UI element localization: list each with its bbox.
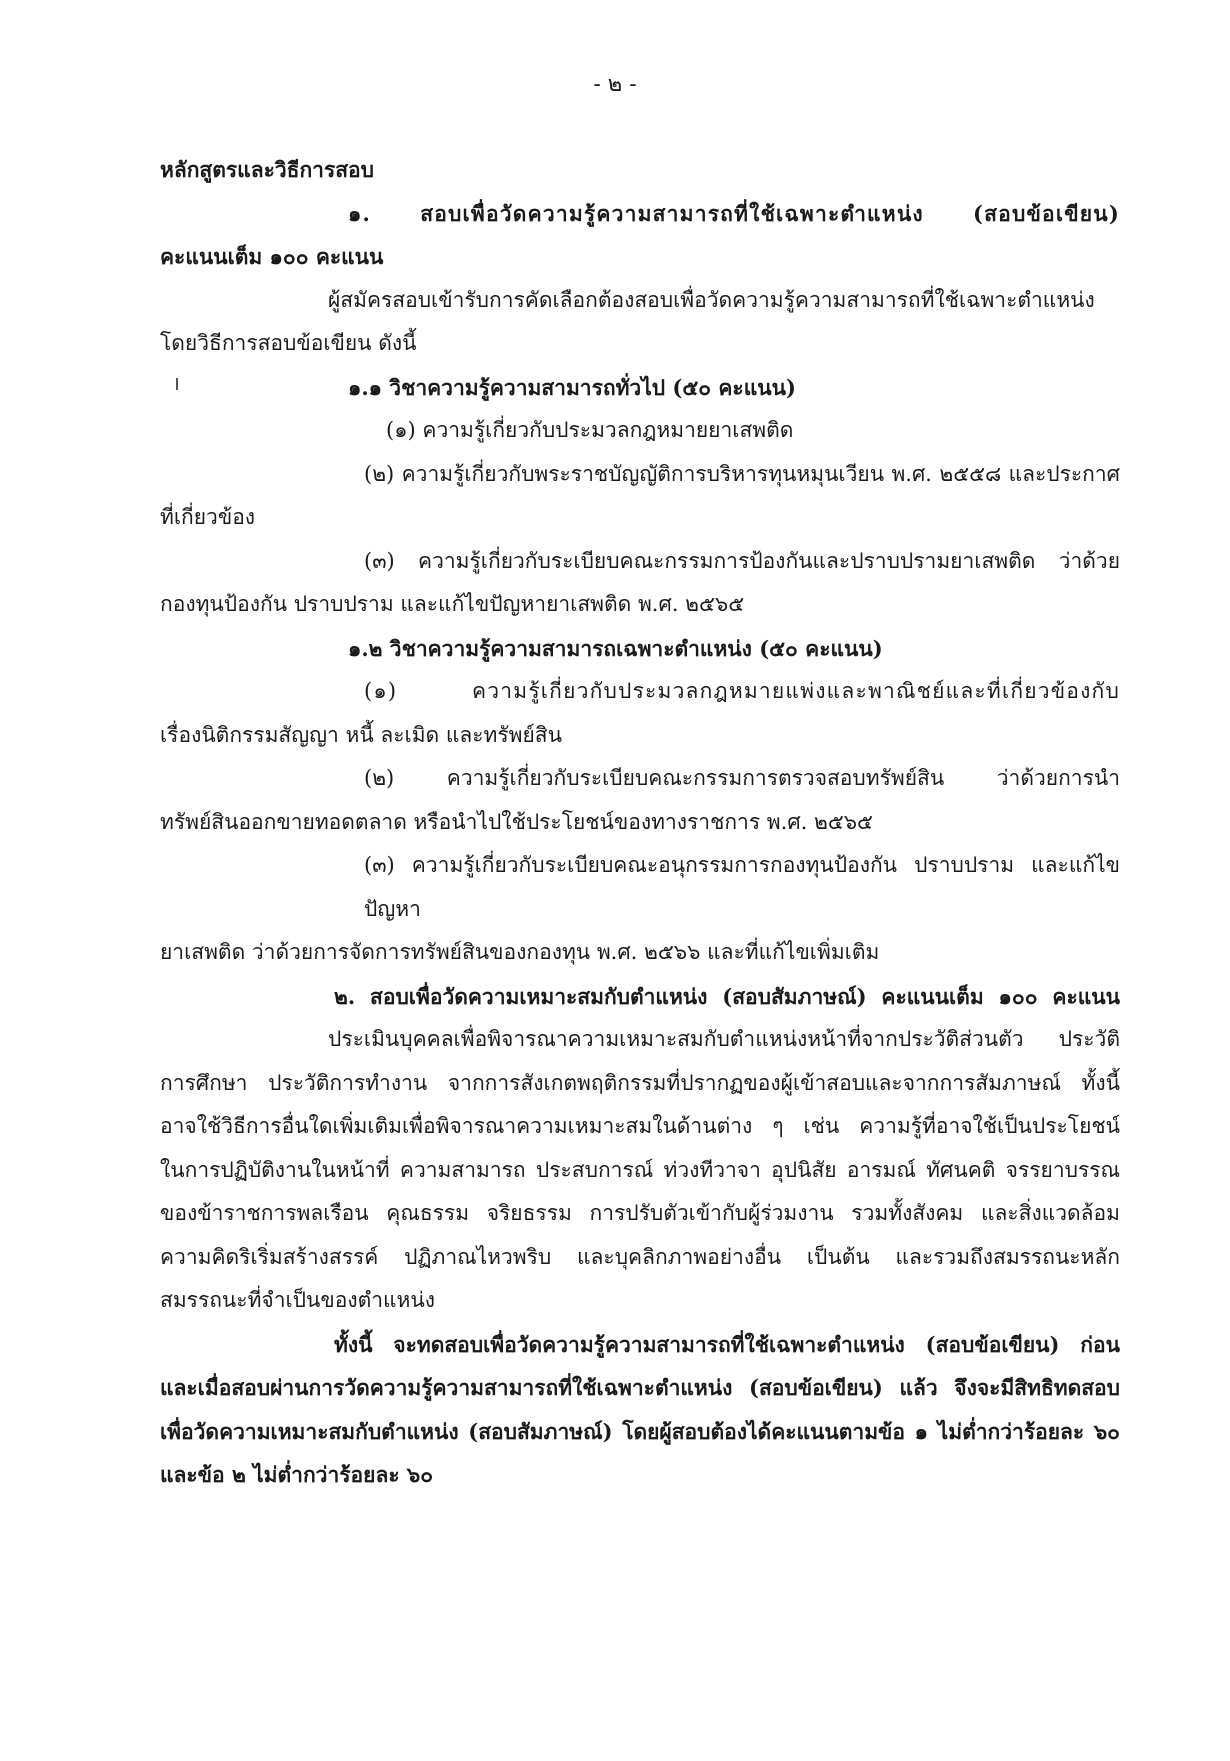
closing-line: และเมื่อสอบผ่านการวัดความรู้ความสามารถที่ใช้เฉพาะตำแหน่ง (สอบข้อเขียน) แล้ว จึงจะมีสิทธิทดสอบ: [160, 1375, 1120, 1400]
closing-line: เพื่อวัดความเหมาะสมกับตำแหน่ง (สอบสัมภาษณ์) โดยผู้สอบต้องได้คะแนนตามข้อ ๑ ไม่ต่ำกว่าร้อยละ ๖๐: [160, 1418, 1120, 1444]
sub1-item2-line2: ที่เกี่ยวข้อง: [160, 505, 256, 529]
sub1-item1: (๑) ความรู้เกี่ยวกับประมวลกฎหมายยาเสพติด: [386, 418, 794, 442]
sub2-item3-line2: ยาเสพติด ว่าด้วยการจัดการทรัพย์สินของกองทุน พ.ศ. ๒๕๖๖ และที่แก้ไขเพิ่มเติม: [160, 940, 880, 964]
section2-line: อาจใช้วิธีการอื่นใดเพิ่มเติมเพื่อพิจารณาความเหมาะสมในด้านต่าง ๆ เช่น ความรู้ที่อาจใช้เป็นประโยชน์: [160, 1114, 1120, 1138]
heading: หลักสูตรและวิธีการสอบ: [160, 157, 374, 182]
sub2-item1-line2: เรื่องนิติกรรมสัญญา หนี้ ละเมิด และทรัพย์สิน: [160, 722, 562, 747]
sub2-item1-line1: (๑) ความรู้เกี่ยวกับประมวลกฎหมายแพ่งและพาณิชย์และที่เกี่ยวข้องกับ: [364, 679, 1120, 703]
section1-title-line1: ๑. สอบเพื่อวัดความรู้ความสามารถที่ใช้เฉพาะตำแหน่ง (สอบข้อเขียน): [348, 200, 1120, 226]
section1-intro-line1: ผู้สมัครสอบเข้ารับการคัดเลือกต้องสอบเพื่อวัดความรู้ความสามารถที่ใช้เฉพาะตำแหน่ง: [328, 287, 1095, 312]
sub2-item2-line2: ทรัพย์สินออกขายทอดตลาด หรือนำไปใช้ประโยชน์ของทางราชการ พ.ศ. ๒๕๖๕: [160, 809, 873, 834]
sub2-title: ๑.๒ วิชาความรู้ความสามารถเฉพาะตำแหน่ง (๕๐ คะแนน): [348, 635, 883, 661]
section2-line: สมรรถนะที่จำเป็นของตำแหน่ง: [160, 1288, 436, 1312]
section1-title-line2: คะแนนเต็ม ๑๐๐ คะแนน: [160, 244, 384, 269]
sub1-item3-line2: กองทุนป้องกัน ปราบปราม และแก้ไขปัญหายาเสพติด พ.ศ. ๒๕๖๕: [160, 592, 745, 616]
closing-line: ทั้งนี้ จะทดสอบเพื่อวัดความรู้ความสามารถที่ใช้เฉพาะตำแหน่ง (สอบข้อเขียน) ก่อน: [334, 1331, 1120, 1357]
sub1-item2-line1: (๒) ความรู้เกี่ยวกับพระราชบัญญัติการบริหารทุนหมุนเวียน พ.ศ. ๒๕๕๘ และประกาศ: [364, 461, 1120, 486]
sub1-title: ๑.๑ วิชาความรู้ความสามารถทั่วไป (๕๐ คะแนน): [348, 374, 796, 400]
section2-line: การศึกษา ประวัติการทำงาน จากการสังเกตพฤติกรรมที่ปรากฏของผู้เข้าสอบและจากการสัมภาษณ์ ทั้งนี้: [160, 1070, 1120, 1095]
section2-title: ๒. สอบเพื่อวัดความเหมาะสมกับตำแหน่ง (สอบสัมภาษณ์) คะแนนเต็ม ๑๐๐ คะแนน: [334, 983, 1120, 1009]
sub2-item3-line1: (๓) ความรู้เกี่ยวกับระเบียบคณะอนุกรรมการกองทุนป้องกัน ปราบปราม และแก้ไขปัญหา: [364, 853, 1120, 921]
page-number: - ๒ -: [593, 72, 637, 97]
sub1-item3-line1: (๓) ความรู้เกี่ยวกับระเบียบคณะกรรมการป้องกันและปราบปรามยาเสพติด ว่าด้วย: [364, 548, 1120, 573]
section2-line: ของข้าราชการพลเรือน คุณธรรม จริยธรรม การปรับตัวเข้ากับผู้ร่วมงาน รวมทั้งสังคม และสิ่งแวดล้อม: [160, 1201, 1120, 1225]
section2-line: ความคิดริเริ่มสร้างสรรค์ ปฏิภาณไหวพริบ และบุคลิกภาพอย่างอื่น เป็นต้น และรวมถึงสมรรถนะหลัก: [160, 1244, 1120, 1269]
section2-line: ในการปฏิบัติงานในหน้าที่ ความสามารถ ประสบการณ์ ท่วงทีวาจา อุปนิสัย อารมณ์ ทัศนคติ จรรยาบรรณ: [160, 1157, 1120, 1182]
sub2-item2-line1: (๒) ความรู้เกี่ยวกับระเบียบคณะกรรมการตรวจสอบทรัพย์สิน ว่าด้วยการนำ: [364, 766, 1120, 790]
section2-line: ประเมินบุคคลเพื่อพิจารณาความเหมาะสมกับตำแหน่งหน้าที่จากประวัติส่วนตัว ประวัติ: [328, 1027, 1120, 1051]
section1-intro-line2: โดยวิธีการสอบข้อเขียน ดังนี้: [160, 331, 417, 355]
closing-line: และข้อ ๒ ไม่ต่ำกว่าร้อยละ ๖๐: [160, 1462, 434, 1487]
document-body: [160, 148, 1120, 1497]
